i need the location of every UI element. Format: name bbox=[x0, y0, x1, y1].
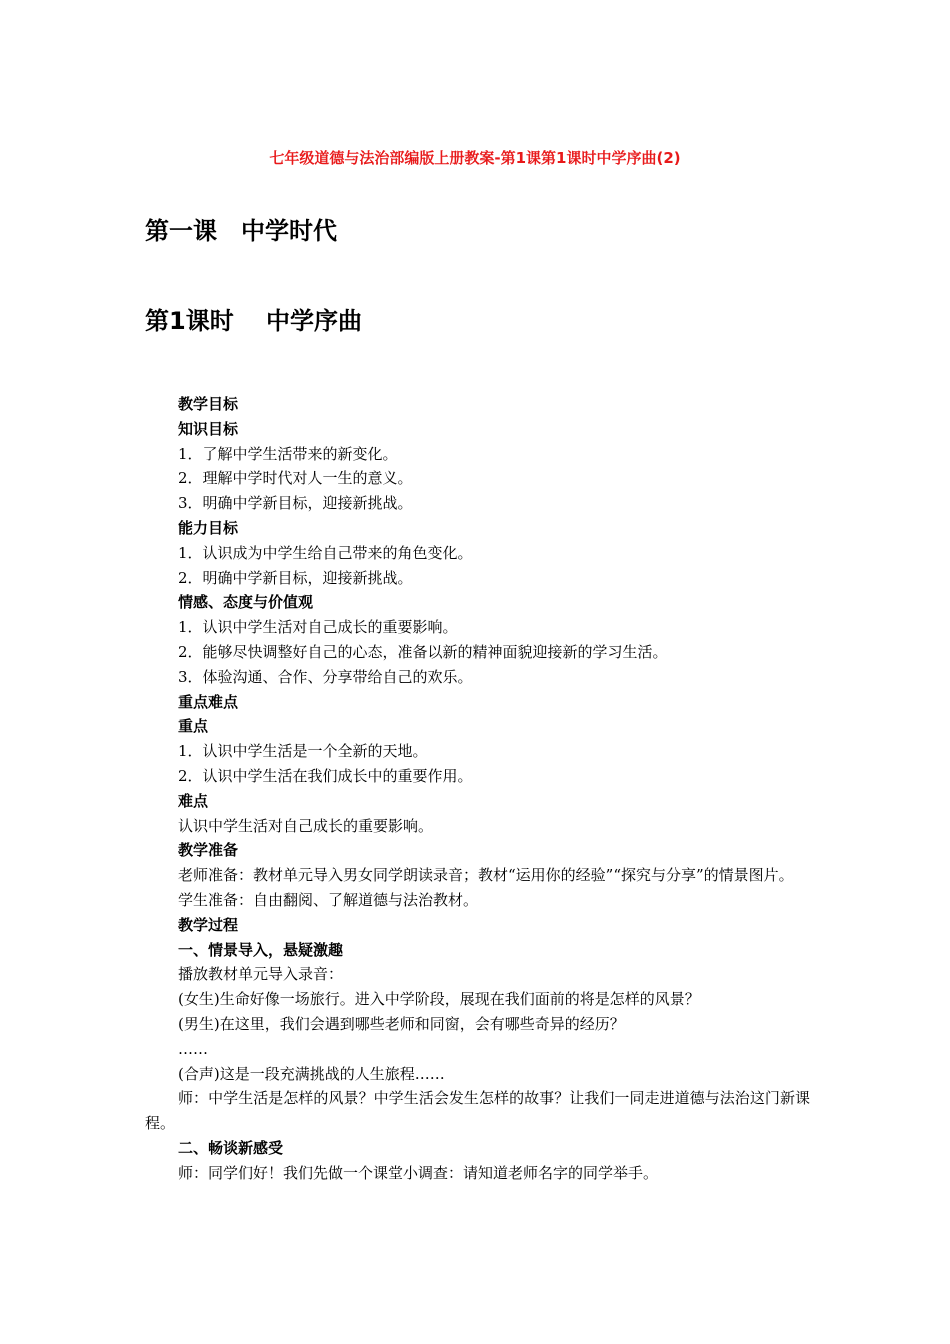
knowledge-goal-item: 3．明确中学新目标，迎接新挑战。 bbox=[178, 494, 413, 513]
lesson-heading: 第一课 中学时代 bbox=[145, 217, 337, 245]
section2-label: 二、畅谈新感受 bbox=[178, 1138, 284, 1157]
section1-line: (女生)生命好像一场旅行。进入中学阶段，展现在我们面前的将是怎样的风景？ bbox=[178, 990, 700, 1009]
section1-line: (男生)在这里，我们会遇到哪些老师和同窗，会有哪些奇异的经历？ bbox=[178, 1014, 625, 1033]
section1-line: 播放教材单元导入录音： bbox=[178, 965, 344, 984]
difficult-text: 认识中学生活对自己成长的重要影响。 bbox=[178, 816, 434, 835]
process-label: 教学过程 bbox=[178, 915, 239, 934]
difficult-label: 难点 bbox=[178, 791, 209, 810]
section1-line: …… bbox=[178, 1039, 208, 1058]
ability-goal-item: 2．明确中学新目标，迎接新挑战。 bbox=[178, 568, 413, 587]
ability-goals-label: 能力目标 bbox=[178, 518, 239, 537]
emotion-goal-item: 3．体验沟通、合作、分享带给自己的欢乐。 bbox=[178, 667, 473, 686]
teaching-goals-label: 教学目标 bbox=[178, 395, 239, 413]
section1-teacher-text: 师：中学生活是怎样的风景？中学生活会发生怎样的故事？让我们一同走进道德与法治这门新课程。 bbox=[145, 1089, 810, 1133]
section1-line: (合声)这是一段充满挑战的人生旅程…… bbox=[178, 1064, 445, 1083]
key-point-item: 1．认识中学生活是一个全新的天地。 bbox=[178, 742, 428, 761]
ability-goal-item: 1．认识成为中学生给自己带来的角色变化。 bbox=[178, 543, 473, 562]
emotion-goals-label: 情感、态度与价值观 bbox=[178, 593, 314, 612]
key-difficult-label: 重点难点 bbox=[178, 692, 239, 711]
key-points-label: 重点 bbox=[178, 717, 209, 736]
knowledge-goal-item: 1．了解中学生活带来的新变化。 bbox=[178, 444, 398, 463]
student-prep-text: 学生准备：自由翻阅、了解道德与法治教材。 bbox=[178, 890, 479, 909]
period-heading: 第1课时 中学序曲 bbox=[145, 307, 363, 335]
knowledge-goals-label: 知识目标 bbox=[178, 419, 239, 438]
document-title: 七年级道德与法治部编版上册教案-第1课第1课时中学序曲(2) bbox=[269, 149, 681, 167]
document-body bbox=[145, 392, 810, 1186]
emotion-goal-item: 2．能够尽快调整好自己的心态，准备以新的精神面貌迎接新的学习生活。 bbox=[178, 642, 668, 661]
section1-label: 一、情景导入，悬疑激趣 bbox=[178, 940, 344, 959]
teacher-prep-text: 老师准备：教材单元导入男女同学朗读录音；教材“运用你的经验”“探究与分享”的情景图片。 bbox=[178, 866, 794, 885]
knowledge-goal-item: 2．理解中学时代对人一生的意义。 bbox=[178, 469, 413, 488]
prep-label: 教学准备 bbox=[178, 841, 239, 860]
key-point-item: 2．认识中学生活在我们成长中的重要作用。 bbox=[178, 766, 473, 785]
emotion-goal-item: 1．认识中学生活对自己成长的重要影响。 bbox=[178, 618, 458, 637]
section2-line: 师：同学们好！我们先做一个课堂小调查：请知道老师名字的同学举手。 bbox=[178, 1163, 659, 1182]
